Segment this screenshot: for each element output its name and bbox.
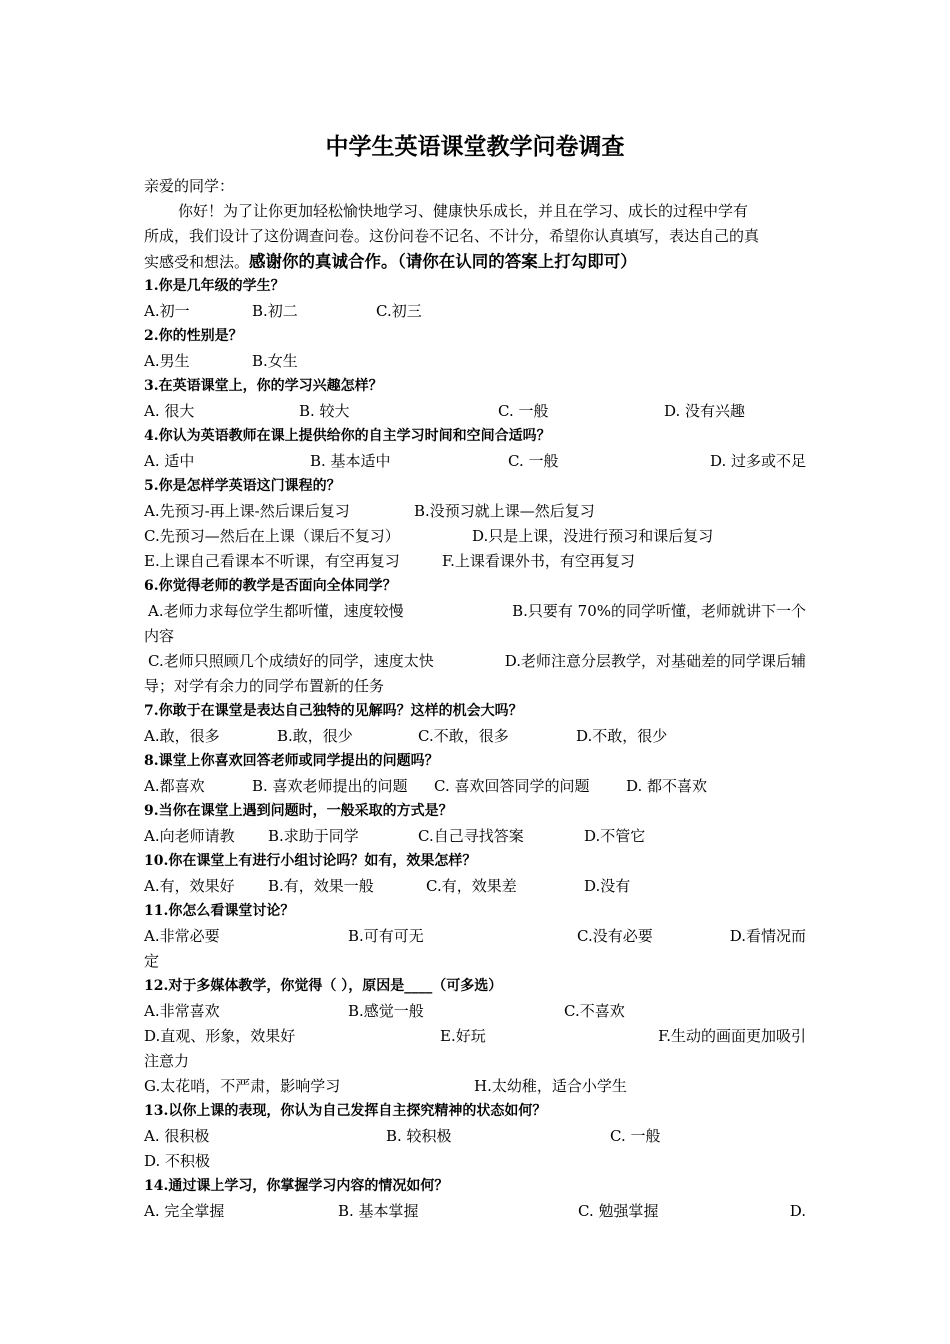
q6-option-c[interactable]: C.老师只照顾几个成绩好的同学，速度太快 — [148, 652, 434, 670]
q3-option-d[interactable]: D. 没有兴趣 — [664, 402, 746, 420]
q12-option-d[interactable]: D.直观、形象，效果好 — [144, 1027, 296, 1045]
q6-option-d-continued: 导；对学有余力的同学布置新的任务 — [144, 677, 385, 695]
q2-option-a[interactable]: A.男生 — [144, 352, 190, 370]
q7-option-c[interactable]: C.不敢，很多 — [418, 727, 509, 745]
question-1-options — [144, 299, 806, 324]
question-4-options — [144, 449, 806, 474]
question-12-options-row-3 — [144, 1074, 806, 1099]
q12-option-h[interactable]: H.太幼稚，适合小学生 — [474, 1077, 627, 1095]
q9-option-b[interactable]: B.求助于同学 — [268, 827, 359, 845]
q13-option-c[interactable]: C. 一般 — [610, 1127, 661, 1145]
q1-option-a[interactable]: A.初一 — [144, 302, 190, 320]
questionnaire-page — [144, 128, 806, 1224]
question-8-options — [144, 774, 806, 799]
q5-option-d[interactable]: D.只是上课，没进行预习和课后复习 — [472, 527, 714, 545]
q9-option-d[interactable]: D.不管它 — [584, 827, 646, 845]
q10-option-b[interactable]: B.有，效果一般 — [268, 877, 374, 895]
q11-option-c[interactable]: C.没有必要 — [577, 927, 653, 945]
question-11-options — [144, 924, 806, 949]
question-9-options — [144, 824, 806, 849]
q6-option-a[interactable]: A.老师力求每位学生都听懂，速度较慢 — [148, 602, 404, 620]
question-11: 11.你怎么看课堂讨论？ — [144, 903, 295, 919]
question-9: 9.当你在课堂上遇到问题时，一般采取的方式是？ — [144, 803, 453, 819]
q13-option-d[interactable]: D. 不积极 — [144, 1152, 211, 1170]
q5-option-b[interactable]: B.没预习就上课—然后复习 — [414, 502, 595, 520]
q4-option-a[interactable]: A. 适中 — [144, 452, 195, 470]
q6-option-b[interactable]: B.只要有 70%的同学听懂，老师就讲下一个 — [512, 602, 806, 620]
question-10: 10.你在课堂上有进行小组讨论吗？如有，效果怎样？ — [144, 853, 477, 869]
q1-option-b[interactable]: B.初二 — [252, 302, 298, 320]
q11-option-d[interactable]: D.看情况而 — [729, 927, 806, 945]
question-14: 14.通过课上学习，你掌握学习内容的情况如何？ — [144, 1178, 449, 1194]
q14-option-c[interactable]: C. 勉强掌握 — [578, 1202, 659, 1220]
q13-option-a[interactable]: A. 很积极 — [144, 1127, 210, 1145]
question-7: 7.你敢于在课堂是表达自己独特的见解吗？这样的机会大吗？ — [144, 703, 523, 719]
question-7-options — [144, 724, 806, 749]
q14-option-a[interactable]: A. 完全掌握 — [144, 1202, 225, 1220]
q8-option-a[interactable]: A.都喜欢 — [144, 777, 205, 795]
q12-option-f[interactable]: F.生动的画面更加吸引 — [658, 1027, 806, 1045]
question-13: 13.以你上课的表现，你认为自己发挥自主探究精神的状态如何？ — [144, 1103, 547, 1119]
intro-thanks: 感谢你的真诚合作。（请你在认同的答案上打勾即可） — [249, 252, 637, 271]
q3-option-a[interactable]: A. 很大 — [144, 402, 195, 420]
q3-option-b[interactable]: B. 较大 — [299, 402, 350, 420]
q7-option-a[interactable]: A.敢，很多 — [144, 727, 220, 745]
question-12-options-row-1 — [144, 999, 806, 1024]
q5-option-a[interactable]: A.先预习-再上课-然后课后复习 — [144, 502, 350, 520]
q5-option-c[interactable]: C.先预习—然后在上课（课后不复习） — [144, 527, 400, 545]
q12-option-e[interactable]: E.好玩 — [440, 1027, 486, 1045]
q11-option-d-continued: 定 — [144, 952, 160, 970]
q9-option-c[interactable]: C.自己寻找答案 — [418, 827, 524, 845]
question-8: 8.课堂上你喜欢回答老师或同学提出的问题吗？ — [144, 753, 439, 769]
q14-option-b[interactable]: B. 基本掌握 — [338, 1202, 419, 1220]
q7-option-b[interactable]: B.敢，很少 — [277, 727, 353, 745]
question-6: 6.你觉得老师的教学是否面向全体同学？ — [144, 578, 397, 594]
q12-option-c[interactable]: C.不喜欢 — [564, 1002, 625, 1020]
q8-option-c[interactable]: C. 喜欢回答同学的问题 — [434, 777, 590, 795]
q12-option-a[interactable]: A.非常喜欢 — [144, 1002, 220, 1020]
question-5-options-row-1 — [144, 499, 806, 524]
q6-option-d[interactable]: D.老师注意分层教学，对基础差的同学课后辅 — [504, 652, 806, 670]
question-10-options — [144, 874, 806, 899]
question-3-options — [144, 399, 806, 424]
question-5-options-row-3 — [144, 549, 806, 574]
question-12-options-row-2 — [144, 1024, 806, 1049]
q14-option-d[interactable]: D. — [789, 1202, 806, 1220]
q4-option-b[interactable]: B. 基本适中 — [310, 452, 391, 470]
greeting: 亲爱的同学： — [144, 177, 235, 195]
page-title: 中学生英语课堂教学问卷调查 — [325, 133, 625, 160]
question-3: 3.在英语课堂上，你的学习兴趣怎样？ — [144, 378, 383, 394]
q12-option-g[interactable]: G.太花哨，不严肃，影响学习 — [144, 1077, 341, 1095]
question-2-options — [144, 349, 806, 374]
q8-option-b[interactable]: B. 喜欢老师提出的问题 — [252, 777, 408, 795]
q11-option-b[interactable]: B.可有可无 — [348, 927, 424, 945]
q2-option-b[interactable]: B.女生 — [252, 352, 298, 370]
intro-line-3-text: 实感受和想法。 — [144, 253, 250, 271]
intro-line-2: 所成，我们设计了这份调查问卷。这份问卷不记名、不计分，希望你认真填写，表达自己的真 — [144, 227, 760, 245]
q4-option-d[interactable]: D. 过多或不足 — [709, 452, 806, 470]
q3-option-c[interactable]: C. 一般 — [498, 402, 549, 420]
q5-option-e[interactable]: E.上课自己看课本不听课，有空再复习 — [144, 552, 400, 570]
q7-option-d[interactable]: D.不敢，很少 — [576, 727, 668, 745]
q4-option-c[interactable]: C. 一般 — [508, 452, 559, 470]
question-6-options-row-1 — [144, 599, 806, 624]
intro-line-1: 你好！为了让你更加轻松愉快地学习、健康快乐成长，并且在学习、成长的过程中学有 — [178, 202, 749, 220]
q13-option-b[interactable]: B. 较积极 — [386, 1127, 452, 1145]
question-12: 12.对于多媒体教学，你觉得（ ），原因是____（可多选） — [144, 978, 503, 994]
q8-option-d[interactable]: D. 都不喜欢 — [626, 777, 708, 795]
q10-option-a[interactable]: A.有，效果好 — [144, 877, 235, 895]
q10-option-c[interactable]: C.有，效果差 — [426, 877, 517, 895]
q10-option-d[interactable]: D.没有 — [584, 877, 631, 895]
question-13-options — [144, 1124, 806, 1149]
intro-line-3 — [144, 249, 806, 274]
q6-option-b-continued: 内容 — [144, 627, 175, 645]
question-5: 5.你是怎样学英语这门课程的？ — [144, 478, 341, 494]
q5-option-f[interactable]: F.上课看课外书，有空再复习 — [442, 552, 635, 570]
q1-option-c[interactable]: C.初三 — [376, 302, 422, 320]
question-6-options-row-2 — [144, 649, 806, 674]
question-14-options — [144, 1199, 806, 1224]
question-1: 1.你是几年级的学生？ — [144, 278, 285, 294]
q11-option-a[interactable]: A.非常必要 — [144, 927, 220, 945]
question-5-options-row-2 — [144, 524, 806, 549]
question-4: 4.你认为英语教师在课上提供给你的自主学习时间和空间合适吗？ — [144, 428, 551, 444]
question-2: 2.你的性别是？ — [144, 328, 243, 344]
question-13-options-row-2 — [144, 1149, 806, 1174]
q12-option-f-continued: 注意力 — [144, 1052, 190, 1070]
q9-option-a[interactable]: A.向老师请教 — [144, 827, 235, 845]
q12-option-b[interactable]: B.感觉一般 — [348, 1002, 424, 1020]
